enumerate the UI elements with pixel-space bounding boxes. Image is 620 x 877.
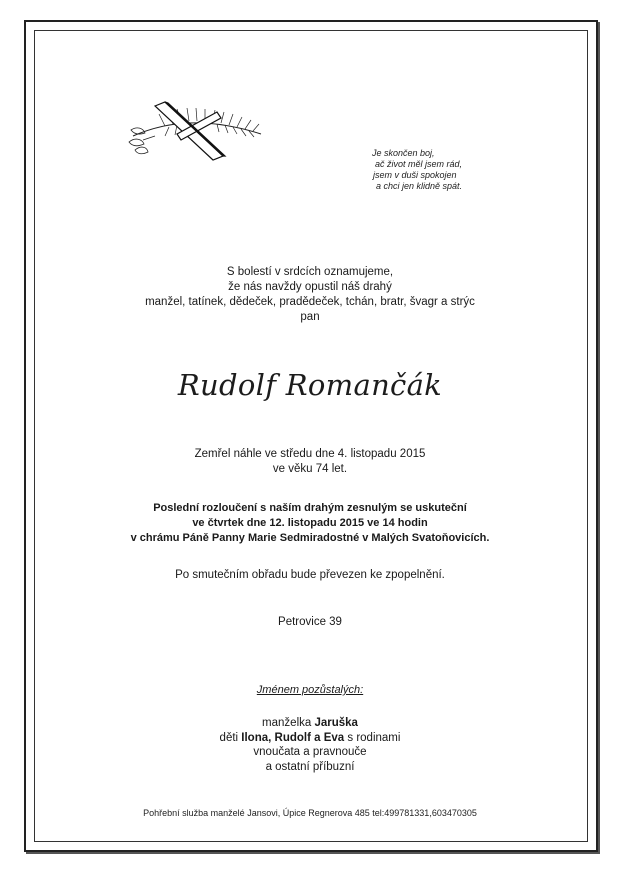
family-text: děti [219, 731, 242, 744]
children-names: Ilona, Rudolf a Eva [241, 731, 345, 744]
funeral-service-footer: Pohřební služba manželé Jansovi, Úpice Regnerova 485 tel:499781331,603470305 [143, 808, 477, 818]
death-line: ve věku 74 let. [272, 463, 348, 475]
funeral-line: ve čtvrtek dne 12. listopadu 2015 ve 14 hodin [192, 517, 428, 529]
funeral-details [0, 501, 620, 546]
family-list [0, 716, 620, 774]
intro-line: že nás navždy opustil náš drahý [228, 281, 392, 293]
funeral-line: Poslední rozloučení s naším drahým zesnulým se uskuteční [153, 502, 467, 514]
intro-line: S bolestí v srdcích oznamujeme, [226, 266, 394, 278]
funeral-line: v chrámu Páně Panny Marie Sedmiradostné v Malých Svatoňovicích. [130, 532, 490, 544]
intro-line: pan [300, 311, 320, 323]
address: Petrovice 39 [278, 616, 342, 628]
death-details [0, 447, 620, 477]
cross-palm-emblem-icon [125, 100, 265, 162]
family-text: s rodinami [344, 731, 401, 744]
family-line-grandchildren: vnoučata a pravnouče [253, 746, 367, 758]
spouse-name: Jaruška [314, 717, 358, 729]
cremation-note: Po smutečním obřadu bude převezen ke zpopelnění. [175, 569, 445, 581]
poem-line: ač život měl jsem rád, [375, 159, 463, 169]
poem-verse [372, 148, 512, 192]
deceased-name: Rudolf Romančák [177, 368, 443, 402]
poem-line: jsem v duši spokojen [373, 170, 457, 180]
family-text: manželka [262, 717, 315, 729]
poem-line: a chci jen klidně spát. [376, 181, 463, 191]
family-line-children [0, 731, 620, 746]
on-behalf-heading: Jménem pozůstalých: [256, 684, 364, 696]
family-line-relatives: a ostatní příbuzní [265, 760, 355, 773]
family-line-spouse [0, 716, 620, 731]
death-line: Zemřel náhle ve středu dne 4. listopadu 2015 [194, 448, 426, 460]
announcement-intro [0, 265, 620, 325]
intro-line: manžel, tatínek, dědeček, pradědeček, tchán, bratr, švagr a strýc [145, 296, 475, 308]
poem-line: Je skončen boj, [372, 148, 435, 158]
